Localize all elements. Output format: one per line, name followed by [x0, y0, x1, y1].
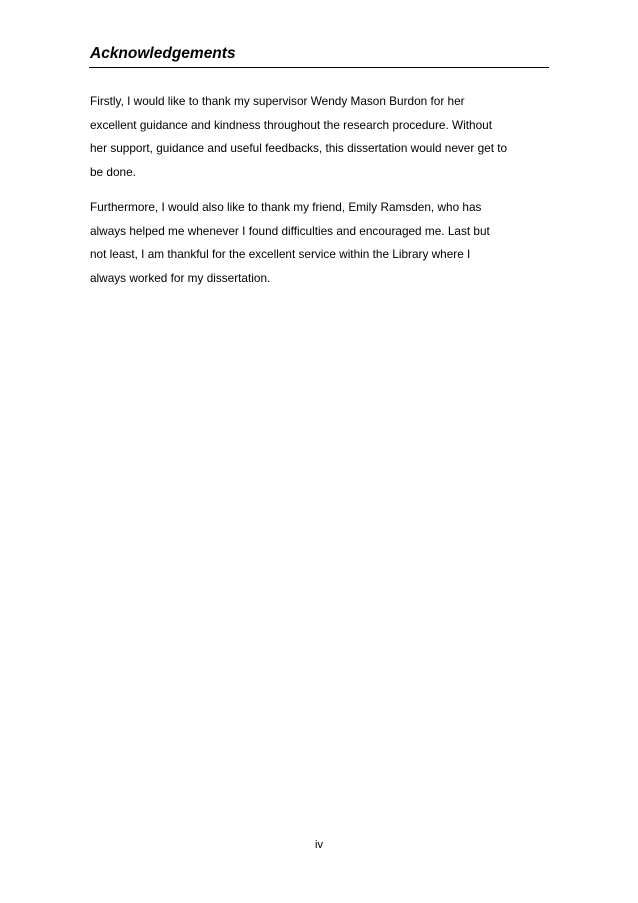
page-number: iv	[315, 839, 323, 851]
paragraph-line: always worked for my dissertation.	[90, 271, 271, 286]
paragraph-line: her support, guidance and useful feedbacks, this dissertation would never get to	[90, 141, 508, 156]
paragraph-friend-library	[90, 196, 550, 291]
paragraph-line: Firstly, I would like to thank my supervisor Wendy Mason Burdon for her	[90, 94, 465, 108]
paragraph-line: Furthermore, I would also like to thank my friend, Emily Ramsden, who has	[90, 200, 482, 214]
paragraph-line: always helped me whenever I found difficulties and encouraged me. Last but	[90, 223, 490, 238]
paragraph-line: excellent guidance and kindness throughout the research procedure. Without	[90, 117, 493, 132]
paragraph-line: be done.	[90, 165, 136, 180]
page-heading: Acknowledgements	[90, 45, 236, 62]
paragraph-line: not least, I am thankful for the excellent service within the Library where I	[90, 247, 471, 262]
paragraph-supervisor	[90, 90, 550, 185]
heading-divider	[89, 67, 549, 68]
